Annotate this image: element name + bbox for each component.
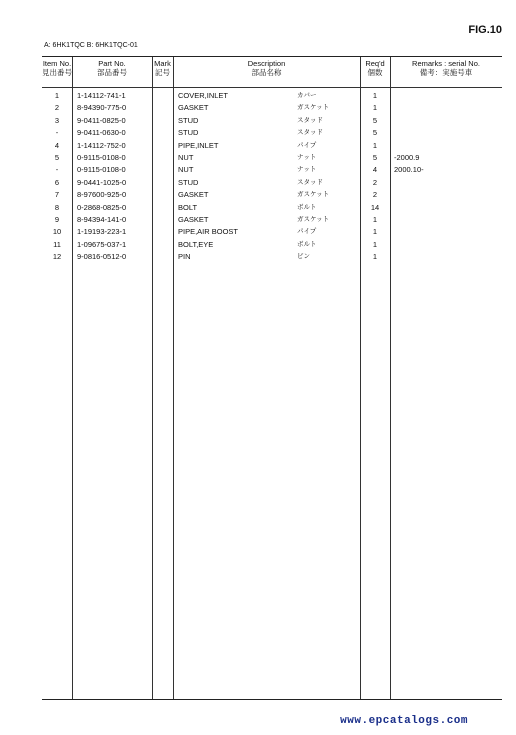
part-number: 1-09675-037-1: [77, 239, 127, 249]
description: STUD: [178, 115, 199, 125]
quantity: 1: [372, 91, 378, 100]
table-row: [42, 251, 502, 263]
quantity: 1: [372, 215, 378, 224]
description-kana: カバー: [297, 92, 317, 99]
part-number: 8-94394-141-0: [77, 215, 127, 224]
item-number: 10: [52, 227, 62, 237]
part-number: 9-0816-0512-0: [77, 252, 127, 262]
description: NUT: [178, 165, 194, 175]
header-remarks: Remarks : serial No. 備考：実施号車: [412, 59, 480, 77]
header-mark: Mark 記号: [154, 59, 171, 77]
item-number: -: [55, 128, 59, 138]
header-divider: [42, 87, 502, 88]
item-number: 1: [54, 91, 60, 100]
description: COVER,INLET: [178, 91, 229, 100]
part-number: 1-19193-223-1: [77, 227, 127, 237]
item-number: 7: [54, 190, 60, 200]
part-number: 0-9115-0108-0: [77, 165, 126, 175]
header-qty: Req'd 個数: [365, 59, 385, 77]
table-row: [42, 202, 502, 214]
part-number: 9-0411-0825-0: [77, 115, 126, 125]
part-number: 8-97600-925-0: [77, 190, 127, 200]
part-number: 0-9115-0108-0: [77, 153, 126, 162]
description-kana: ガスケット: [297, 191, 330, 199]
description: NUT: [178, 153, 194, 162]
quantity: 5: [372, 128, 378, 138]
description: PIPE,INLET: [178, 140, 219, 150]
table-row: [42, 152, 502, 164]
description-kana: パイプ: [297, 228, 317, 236]
table-row: [42, 177, 502, 189]
item-number: 4: [54, 140, 60, 150]
description-kana: スタッド: [297, 178, 323, 186]
quantity: 1: [372, 252, 378, 262]
quantity: 1: [372, 227, 378, 237]
description-kana: スタッド: [297, 116, 323, 124]
remarks: -2000.9: [394, 153, 420, 162]
item-number: 9: [54, 215, 60, 224]
description-kana: ナット: [297, 166, 317, 174]
quantity: 4: [372, 165, 378, 175]
description: BOLT: [178, 202, 198, 212]
description: GASKET: [178, 103, 209, 113]
quantity: 1: [372, 140, 378, 150]
description: BOLT,EYE: [178, 239, 214, 249]
table-row: [42, 115, 502, 127]
table-row: [42, 189, 502, 201]
quantity: 1: [372, 103, 378, 113]
site-url[interactable]: www.epcatalogs.com: [340, 715, 468, 727]
header-part: Part No. 部品番号: [97, 59, 127, 77]
quantity: 2: [372, 177, 378, 187]
description-kana: ガスケット: [297, 216, 330, 223]
item-number: 6: [54, 177, 60, 187]
item-number: -: [55, 165, 59, 175]
header-description: Description 部品名称: [247, 59, 286, 77]
description: GASKET: [178, 215, 209, 224]
description: STUD: [178, 128, 199, 138]
figure-number: FIG.10: [468, 24, 502, 36]
header-item: Item No. 見出番号: [42, 59, 72, 77]
item-number: 3: [54, 115, 60, 125]
item-number: 2: [54, 103, 60, 113]
table-row: [42, 226, 502, 238]
description-kana: ナット: [297, 154, 317, 161]
item-number: 11: [53, 239, 61, 249]
item-number: 12: [52, 252, 62, 262]
table-row: [42, 127, 502, 139]
item-number: 5: [54, 153, 60, 162]
quantity: 5: [372, 153, 378, 162]
description: STUD: [178, 177, 199, 187]
parts-table: [42, 56, 502, 700]
model-codes: A: 6HK1TQC B: 6HK1TQC-01: [44, 42, 138, 49]
table-row: [42, 140, 502, 152]
description-kana: ガスケット: [297, 104, 330, 112]
part-number: 8-94390-775-0: [77, 103, 127, 113]
table-row: [42, 90, 502, 102]
description-kana: ボルト: [297, 203, 317, 211]
quantity: 5: [372, 115, 378, 125]
description: PIN: [178, 252, 191, 262]
part-number: 0-2868-0825-0: [77, 202, 127, 212]
description: GASKET: [178, 190, 209, 200]
part-number: 9-0441-1025-0: [77, 177, 127, 187]
description-kana: ボルト: [297, 240, 317, 248]
quantity: 2: [372, 190, 378, 200]
table-row: [42, 239, 502, 251]
description-kana: パイプ: [297, 141, 317, 149]
description-kana: ピン: [297, 253, 310, 261]
remarks: 2000.10-: [394, 165, 424, 175]
quantity: 1: [372, 239, 378, 249]
part-number: 1-14112-741-1: [77, 91, 126, 100]
quantity: 14: [370, 202, 380, 212]
part-number: 9-0411-0630-0: [77, 128, 126, 138]
description: PIPE,AIR BOOST: [178, 227, 239, 237]
table-row: [42, 214, 502, 226]
table-row: [42, 164, 502, 176]
description-kana: スタッド: [297, 129, 323, 137]
part-number: 1-14112-752-0: [77, 140, 126, 150]
table-row: [42, 102, 502, 114]
item-number: 8: [54, 202, 60, 212]
